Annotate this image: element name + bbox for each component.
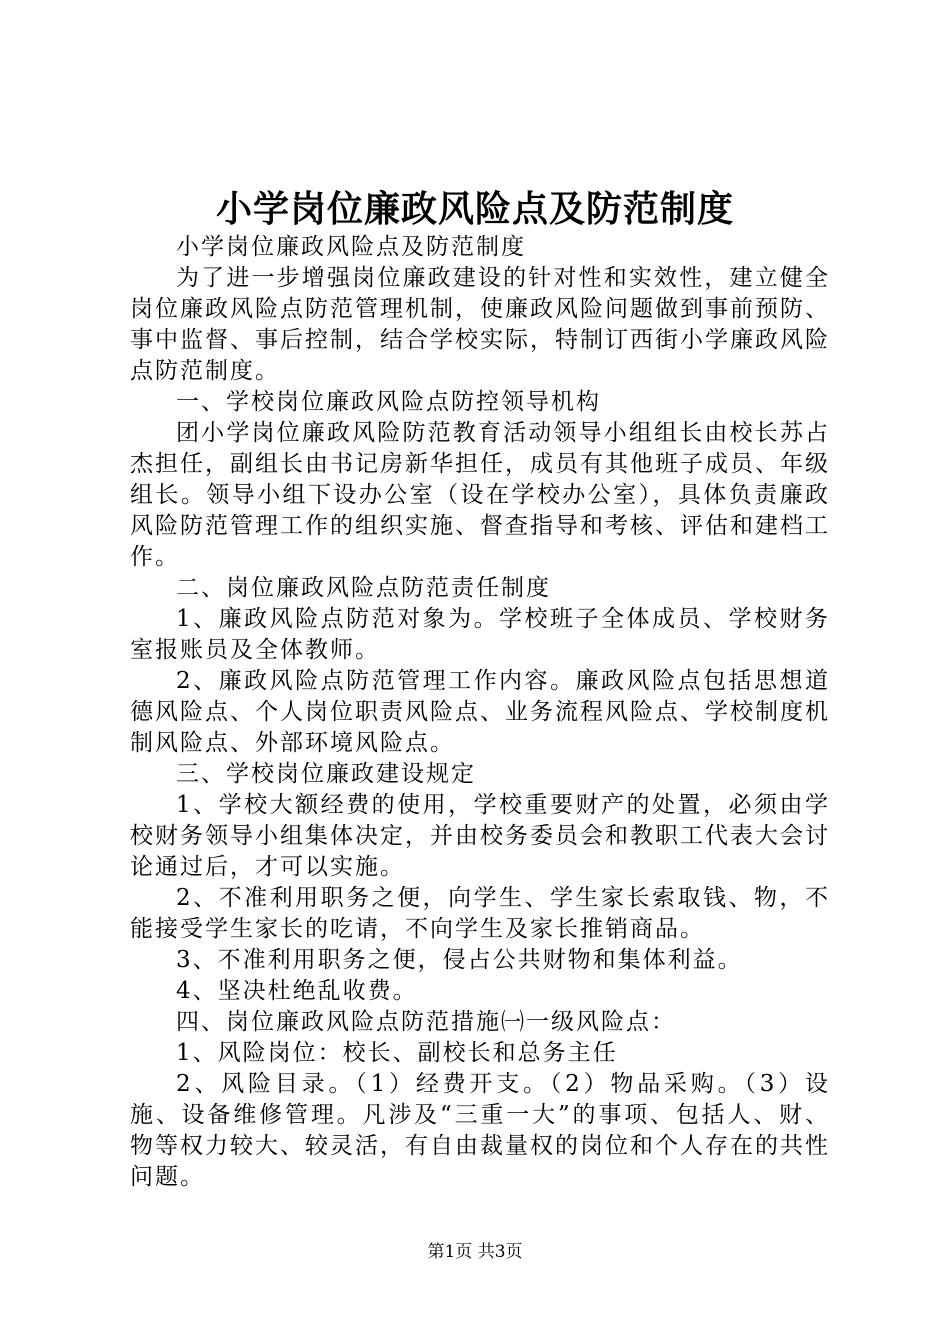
section-heading: 一、学校岗位廉政风险点防控领导机构: [176, 389, 601, 415]
section-heading: 三、学校岗位廉政建设规定: [176, 761, 476, 787]
paragraph: 2、不准利用职务之便，向学生、学生家长索取钱、物，不能接受学生家长的吃请，不向学生及家长推销商品。: [130, 885, 830, 942]
section-heading: 四、岗位廉政风险点防范措施㈠一级风险点：: [176, 1009, 676, 1035]
paragraph: 2、风险目录。（1）经费开支。（2）物品采购。（3）设施、设备维修管理。凡涉及“三重一大”的事项、包括人、财、物等权力较大、较灵活，有自由裁量权的岗位和个人存在的共性问题。: [130, 1071, 830, 1190]
paragraph: 团小学岗位廉政风险防范教育活动领导小组组长由校长苏占杰担任，副组长由书记房新华担任，成员有其他班子成员、年级组长。领导小组下设办公室（设在学校办公室），具体负责廉政风险防范管理工作的组织实施、督查指导和考核、评估和建档工作。: [130, 420, 830, 570]
paragraph: 1、廉政风险点防范对象为。学校班子全体成员、学校财务室报账员及全体教师。: [130, 606, 830, 663]
document-title: 小学岗位廉政风险点及防范制度: [215, 188, 734, 230]
paragraph: 为了进一步增强岗位廉政建设的针对性和实效性，建立健全岗位廉政风险点防范管理机制，使廉政风险问题做到事前预防、事中监督、事后控制，结合学校实际，特制订西街小学廉政风险点防范制度。: [130, 265, 830, 384]
page-footer: 第1页 共3页: [427, 1242, 523, 1262]
paragraph: 小学岗位廉政风险点及防范制度: [176, 234, 526, 260]
paragraph: 2、廉政风险点防范管理工作内容。廉政风险点包括思想道德风险点、个人岗位职责风险点、业务流程风险点、学校制度机制风险点、外部环境风险点。: [130, 668, 830, 756]
paragraph: 3、不准利用职务之便，侵占公共财物和集体利益。: [176, 947, 743, 973]
document-body: [130, 232, 830, 1193]
paragraph: 1、风险岗位：校长、副校长和总务主任: [176, 1040, 618, 1066]
section-heading: 二、岗位廉政风险点防范责任制度: [176, 575, 551, 601]
paragraph: 1、学校大额经费的使用，学校重要财产的处置，必须由学校财务领导小组集体决定，并由校务委员会和教职工代表大会讨论通过后，才可以实施。: [130, 792, 830, 880]
paragraph: 4、坚决杜绝乱收费。: [176, 978, 418, 1004]
